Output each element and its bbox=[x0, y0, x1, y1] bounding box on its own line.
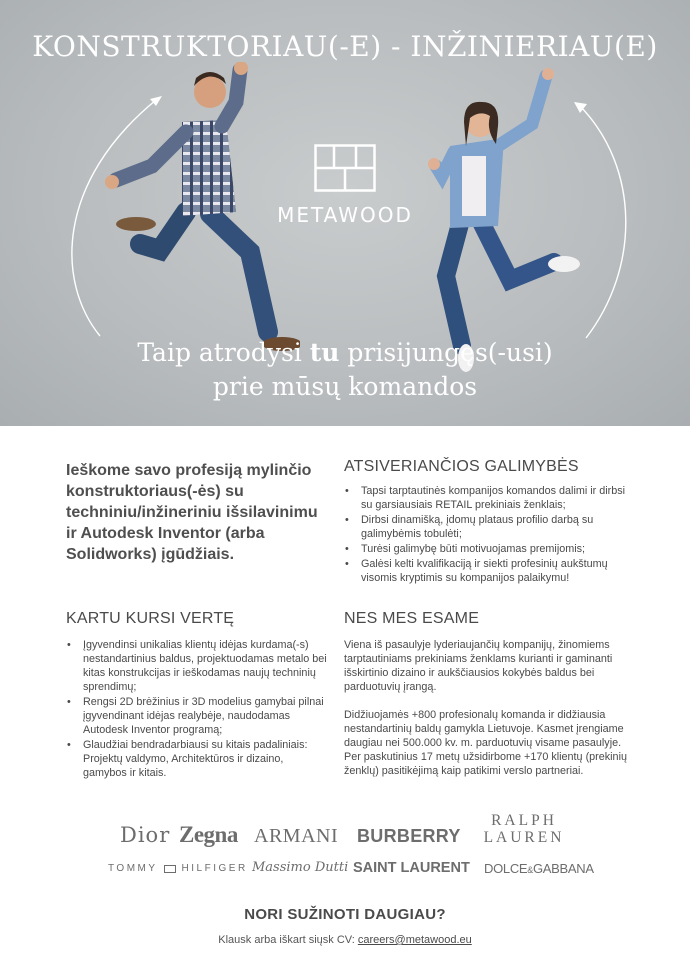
opportunities-list bbox=[344, 484, 630, 585]
about-section bbox=[344, 610, 630, 778]
brand-lauren-line: LAUREN bbox=[483, 829, 565, 846]
value-heading: KARTU KURSI VERTĘ bbox=[66, 610, 235, 627]
jumping-woman-figure bbox=[420, 66, 590, 376]
brand-tommy-word: TOMMY bbox=[108, 863, 158, 874]
value-list bbox=[66, 638, 328, 780]
opportunities-heading: ATSIVERIANČIOS GALIMYBĖS bbox=[344, 458, 579, 475]
tagline-line-2: prie mūsų komandos bbox=[212, 372, 478, 401]
opportunities-section bbox=[344, 458, 630, 586]
brand-hilfiger-word: HILFIGER bbox=[181, 863, 248, 874]
hero-banner bbox=[0, 0, 690, 426]
about-paragraph-2: Didžiuojamės +800 profesionalų komanda ir didžiausia nestandartinių baldų gamykla Lietuvoje. Kasmet įrengiame daugiau nei 500.000 kv. m. parduotuvių visame pasaulyje. Per paskutinius 17 metų užsidirbome +170 klientų (prekinių ženklų) pasitikėjimą kaip patikimi verslo partneriai. bbox=[344, 709, 627, 777]
brand-massimo-dutti: Massimo Dutti bbox=[252, 860, 349, 875]
list-item: • Turėsi galimybę būti motivuojamas premijomis; bbox=[344, 542, 630, 556]
list-item: • Dirbsi dinamišką, įdomų plataus profilio darbą su galimybėmis tobulėti; bbox=[344, 513, 630, 541]
tagline-bold: tu bbox=[309, 338, 340, 367]
list-item: • Įgyvendinsi unikalias klientų idėjas kurdama(-s) nestandartinius baldus, projektuodamas metalo bei kitas konstrukcijas ir ieškodamas naujų techninių sprendimų; bbox=[66, 638, 328, 694]
brand-dolce-word: DOLCE bbox=[484, 861, 528, 876]
brand-ralph-line: RALPH bbox=[491, 812, 557, 829]
careers-email-link[interactable]: careers@metawood.eu bbox=[357, 934, 472, 946]
tagline-post: prisijungęs(-usi) bbox=[339, 338, 553, 367]
contact-line bbox=[0, 934, 690, 946]
metawood-logo-icon bbox=[314, 144, 376, 192]
intro-text: Ieškome savo profesiją mylinčio konstruktoriaus(-ės) su techniniu/inžineriniu išsilavinimu ir Autodesk Inventor (arba Solidworks) įgūdžiais. bbox=[66, 462, 318, 563]
list-item: • Galėsi kelti kvalifikaciją ir siekti profesinių aukštumų visomis kryptimis su kompanijos palaikymu! bbox=[344, 557, 630, 585]
brand-armani: ARMANI bbox=[254, 825, 339, 847]
about-heading: NES MES ESAME bbox=[344, 610, 480, 627]
brand-dolce-gabbana bbox=[484, 861, 594, 876]
list-item: • Glaudžiai bendradarbiausi su kitais padaliniais: Projektų valdymo, Architektūros ir dizaino, gamybos ir kitais. bbox=[66, 738, 328, 780]
list-item: • Rengsi 2D brėžinius ir 3D modelius gamybai pilnai įgyvendinant idėjas realybėje, naudodamas Autodesk Inventor programą; bbox=[66, 695, 328, 737]
brand-saint-laurent: SAINT LAURENT bbox=[353, 860, 470, 876]
metawood-logo bbox=[270, 144, 420, 227]
cta-heading: NORI SUŽINOTI DAUGIAU? bbox=[244, 906, 446, 923]
tommy-flag-icon bbox=[164, 865, 176, 873]
brand-ampersand: & bbox=[527, 865, 533, 875]
brand-burberry: BURBERRY bbox=[357, 826, 461, 846]
value-section bbox=[66, 610, 341, 781]
tagline-line-1 bbox=[0, 336, 690, 370]
brand-ralph-lauren bbox=[478, 812, 570, 846]
logo-wordmark: METAWOOD bbox=[277, 203, 413, 227]
brand-dior: Dior bbox=[120, 823, 171, 847]
list-item: • Tapsi tarptautinės kompanijos komandos dalimi ir dirbsi su garsiausiais RETAIL prekiniais ženklais; bbox=[344, 484, 630, 512]
contact-prefix: Klausk arba iškart siųsk CV: bbox=[218, 934, 358, 946]
hero-tagline bbox=[0, 336, 690, 404]
brand-gabbana-word: GABBANA bbox=[533, 861, 594, 876]
job-title: KONSTRUKTORIAU(-E) - INŽINIERIAU(E) bbox=[32, 30, 658, 63]
brand-zegna: Zegna bbox=[179, 822, 238, 847]
about-paragraph-1: Viena iš pasaulyje lyderiaujančių kompanijų, žinomiems tarptautiniams prekiniams ženklams kurianti ir gaminanti išskirtinio dizaino ir aukščiausios kokybės baldus bei parduotuvių įrangą. bbox=[344, 639, 613, 693]
tagline-pre: Taip atrodysi bbox=[137, 338, 310, 367]
brand-tommy-hilfiger bbox=[108, 863, 248, 874]
